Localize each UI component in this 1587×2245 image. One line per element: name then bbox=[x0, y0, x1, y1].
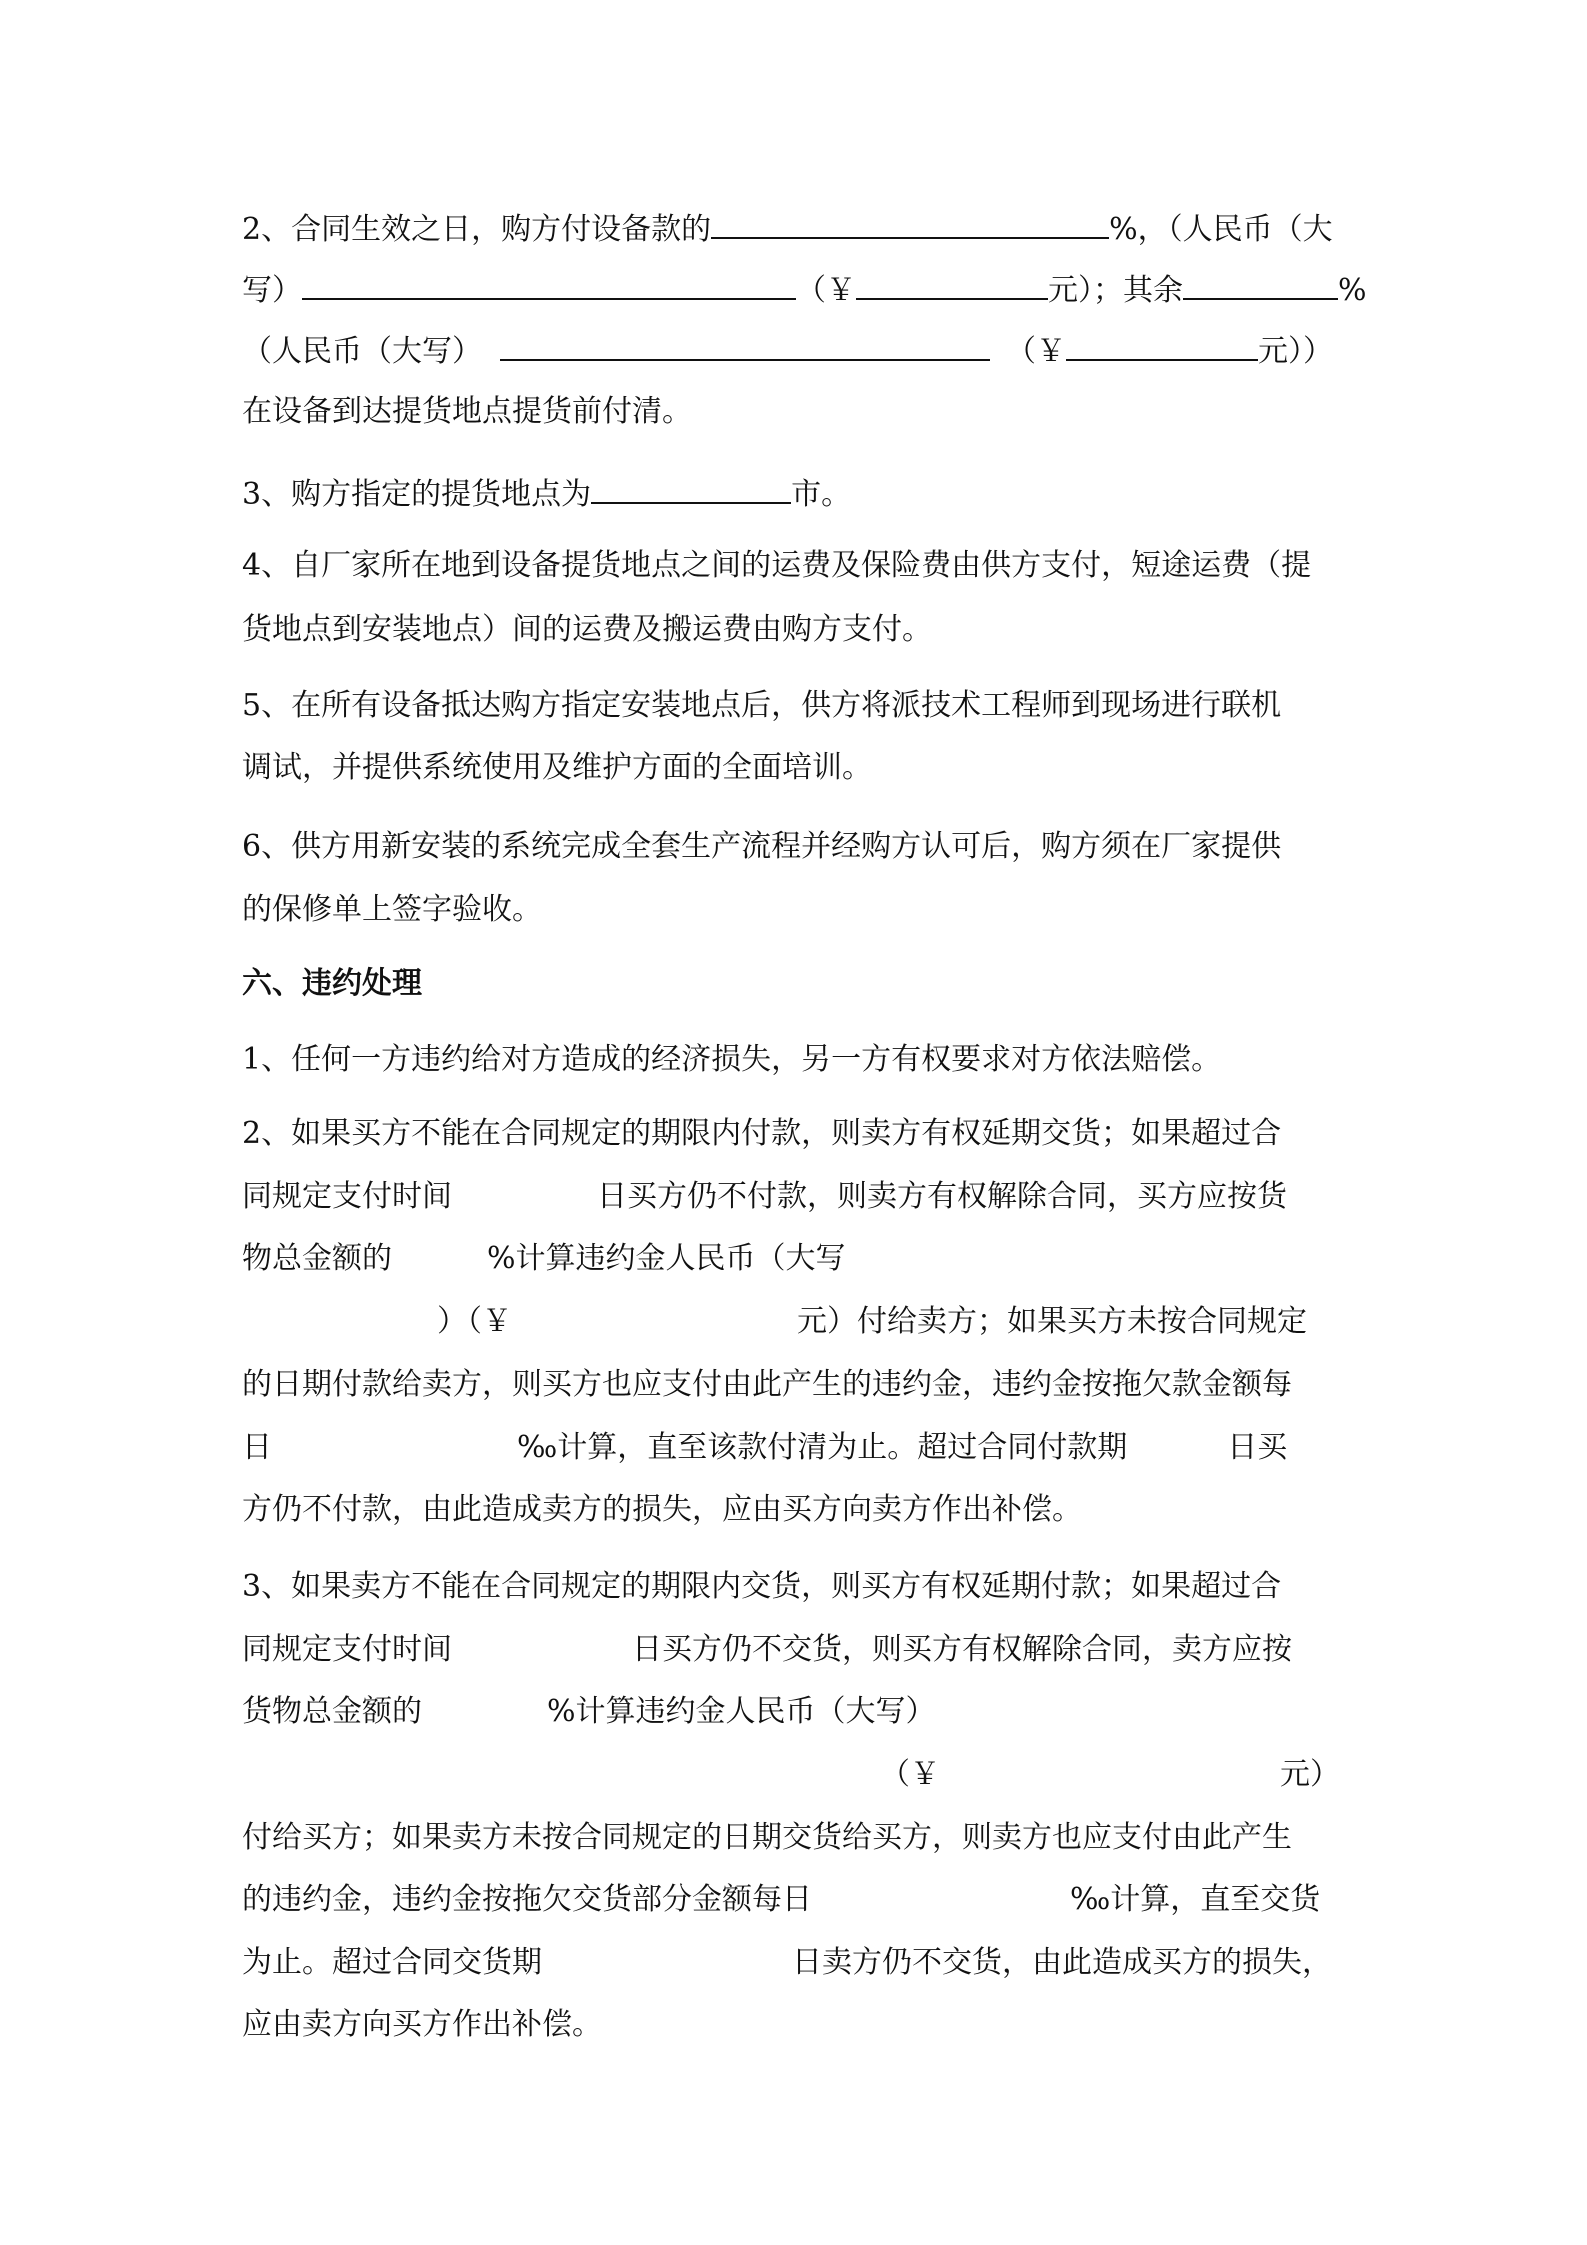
clause5-item5-line2: 调试，并提供系统使用及维护方面的全面培训。 bbox=[242, 750, 872, 785]
blank-field[interactable] bbox=[591, 472, 791, 504]
clause5-item6-line1: 6、供方用新安装的系统完成全套生产流程并经购方认可后，购方须在厂家提供 bbox=[242, 829, 1282, 864]
clause6-item2-line5: 的日期付款给卖方，则买方也应支付由此产生的违约金，违约金按拖欠款金额每 bbox=[242, 1367, 1292, 1402]
text: 同规定支付时间 bbox=[242, 1179, 452, 1214]
text: %计算违约金人民币（大写 bbox=[487, 1241, 846, 1276]
text: ‰计算，直至交货 bbox=[1070, 1882, 1321, 1917]
clause6-item3-line2 bbox=[242, 1630, 1292, 1670]
clause6-item3-line7 bbox=[242, 1943, 1332, 1983]
text: 日卖方仍不交货，由此造成买方的损失， bbox=[792, 1945, 1332, 1980]
text: （人民币（大写） bbox=[242, 334, 482, 369]
clause5-item2-line1 bbox=[242, 207, 1333, 247]
clause6-item2-line3 bbox=[242, 1239, 846, 1279]
clause5-item5-line1: 5、在所有设备抵达购方指定安装地点后，供方将派技术工程师到现场进行联机 bbox=[242, 688, 1282, 723]
clause6-item2-line1: 2、如果买方不能在合同规定的期限内付款，则卖方有权延期交货；如果超过合 bbox=[242, 1116, 1282, 1151]
clause5-item4-line2: 货地点到安装地点）间的运费及搬运费由购方支付。 bbox=[242, 612, 932, 647]
clause6-item2-line4 bbox=[437, 1302, 1307, 1342]
text: %，（人民币（大 bbox=[1109, 212, 1333, 247]
text: 日买方仍不交货，则买方有权解除合同，卖方应按 bbox=[632, 1632, 1292, 1667]
text: 3、购方指定的提货地点为 bbox=[242, 477, 592, 512]
text: ）（￥ bbox=[437, 1304, 512, 1339]
clause6-item2-line6 bbox=[242, 1428, 1287, 1468]
clause6-item2-line7: 方仍不付款，由此造成卖方的损失，应由买方向卖方作出补偿。 bbox=[242, 1492, 1082, 1527]
text: 2、合同生效之日，购方付设备款的 bbox=[242, 212, 712, 247]
clause5-item6-line2: 的保修单上签字验收。 bbox=[242, 892, 542, 927]
text: 同规定支付时间 bbox=[242, 1632, 452, 1667]
clause6-item3-line1: 3、如果卖方不能在合同规定的期限内交货，则买方有权延期付款；如果超过合 bbox=[242, 1569, 1282, 1604]
clause5-item4-line1: 4、自厂家所在地到设备提货地点之间的运费及保险费由供方支付，短途运费（提 bbox=[242, 548, 1312, 583]
text: 元）） bbox=[1258, 334, 1333, 369]
clause6-item3-line4 bbox=[880, 1755, 1340, 1795]
blank-field[interactable] bbox=[856, 268, 1048, 300]
blank-field[interactable] bbox=[1183, 268, 1338, 300]
text: 日买 bbox=[1227, 1430, 1288, 1465]
clause5-item2-line4: 在设备到达提货地点提货前付清。 bbox=[242, 394, 692, 429]
text: （￥ bbox=[796, 273, 856, 308]
text: 为止。超过合同交货期 bbox=[242, 1945, 542, 1980]
text: %计算违约金人民币（大写） bbox=[547, 1694, 936, 1729]
text: （￥ bbox=[880, 1757, 940, 1792]
clause6-item3-line6 bbox=[242, 1880, 1320, 1920]
text: 元） bbox=[1280, 1757, 1340, 1792]
blank-field[interactable] bbox=[711, 207, 1109, 239]
text: 日 bbox=[242, 1430, 272, 1465]
clause5-item2-line2 bbox=[242, 268, 1367, 308]
blank-field[interactable] bbox=[1066, 329, 1258, 361]
text: （￥ bbox=[1006, 334, 1066, 369]
clause6-item3-line3 bbox=[242, 1692, 936, 1732]
text: % bbox=[1338, 273, 1367, 308]
text: 的违约金，违约金按拖欠交货部分金额每日 bbox=[242, 1882, 812, 1917]
text: 货物总金额的 bbox=[242, 1694, 422, 1729]
text: 写） bbox=[242, 273, 302, 308]
text: 市。 bbox=[791, 477, 852, 512]
section-heading: 六、违约处理 bbox=[242, 966, 422, 1001]
text: 元）付给卖方；如果买方未按合同规定 bbox=[797, 1304, 1307, 1339]
text: 元）；其余 bbox=[1048, 273, 1183, 308]
clause6-item3-line5: 付给买方；如果卖方未按合同规定的日期交货给买方，则卖方也应支付由此产生 bbox=[242, 1820, 1292, 1855]
clause5-item3 bbox=[242, 472, 851, 512]
clause6-item2-line2 bbox=[242, 1177, 1287, 1217]
clause6-item1: 1、任何一方违约给对方造成的经济损失，另一方有权要求对方依法赔偿。 bbox=[242, 1042, 1222, 1077]
clause6-item3-line8: 应由卖方向买方作出补偿。 bbox=[242, 2007, 602, 2042]
text: ‰计算，直至该款付清为止。超过合同付款期 bbox=[517, 1430, 1128, 1465]
blank-field[interactable] bbox=[500, 329, 990, 361]
clause5-item2-line3 bbox=[242, 329, 1333, 369]
text: 物总金额的 bbox=[242, 1241, 392, 1276]
blank-field[interactable] bbox=[302, 268, 796, 300]
text: 日买方仍不付款，则卖方有权解除合同，买方应按货 bbox=[597, 1179, 1287, 1214]
